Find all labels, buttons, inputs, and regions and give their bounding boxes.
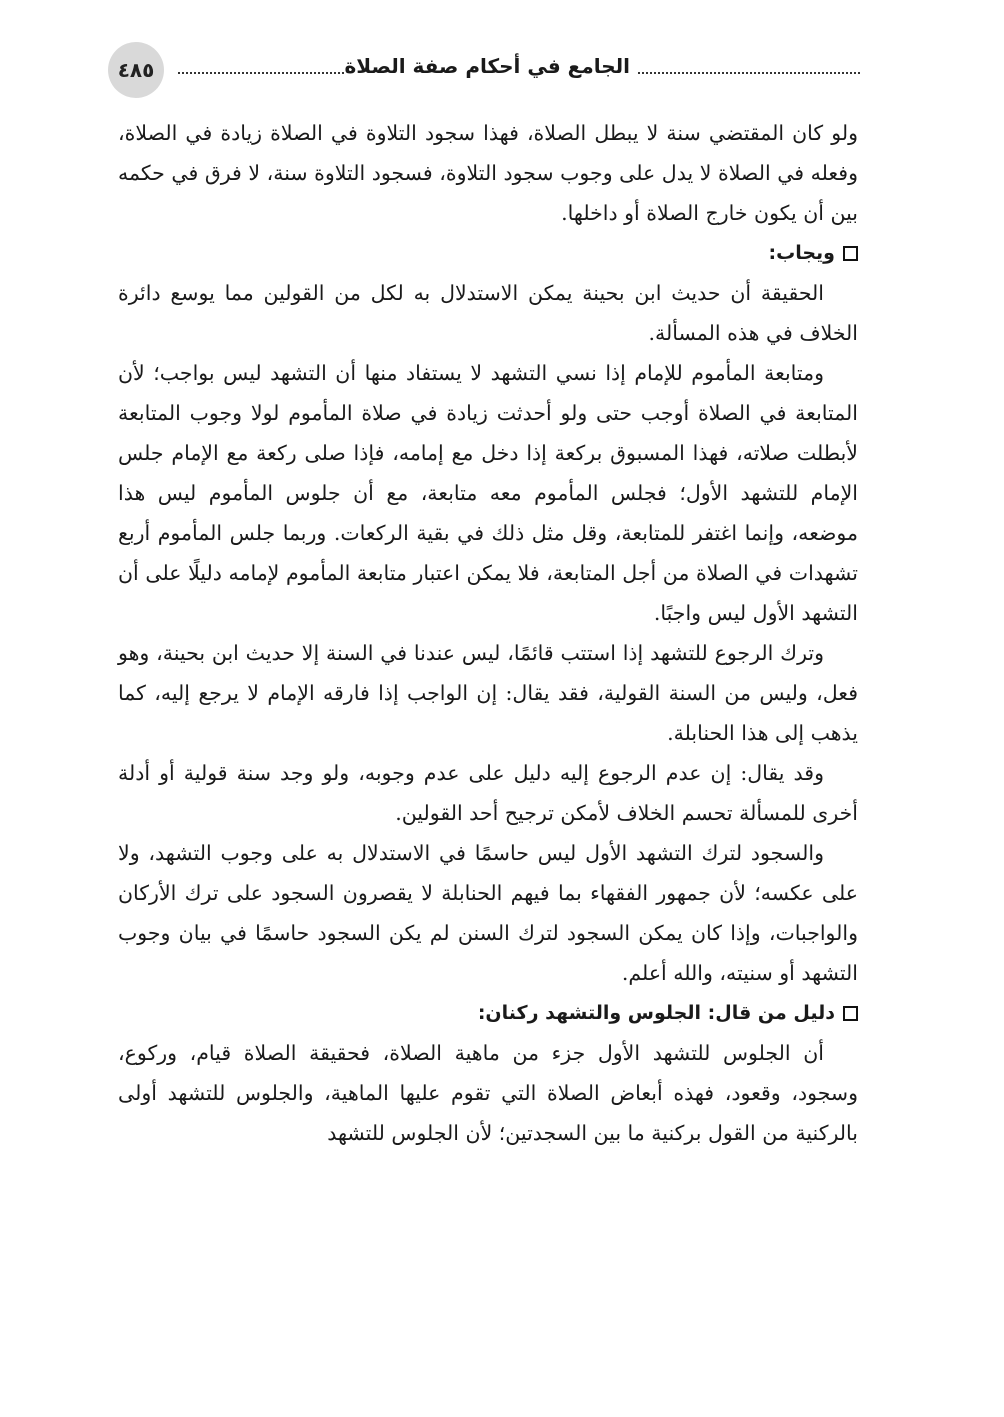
paragraph-1: ولو كان المقتضي سنة لا يبطل الصلاة، فهذا سجود التلاوة في الصلاة زيادة في الصلاة، وفعله في الصلاة لا يدل على وجوب سجود التلاوة، فسجود التلاوة سنة، لا فرق في حكمه بين أن يكون خارج الصلاة أو داخلها. (118, 121, 858, 225)
subheading-evidence-text: دليل من قال: الجلوس والتشهد ركنان: (477, 1002, 835, 1024)
header-dotted-rule-right (638, 72, 860, 74)
paragraph-3: ومتابعة المأموم للإمام إذا نسي التشهد لا يستفاد منها أن التشهد ليس بواجب؛ لأن المتابعة في الصلاة أوجب حتى ولو أحدثت زيادة في صلاة المأموم لولا وجوب المتابعة لأبطلت صلاته، فهذا المسبوق بركعة إذا دخل مع إمامه، فإذا صلى ركعة مع الإمام جلس الإمام للتشهد الأول؛ فجلس المأموم معه متابعة، مع أن جلوس المأموم ليس هذا موضعه، وإنما اغتفر للمتابعة، وقل مثل ذلك في بقية الركعات. وربما جلس المأموم أربع تشهدات في الصلاة من أجل المتابعة، فلا يمكن اعتبار متابعة المأموم لإمامه دليلًا على أن التشهد الأول ليس واجبًا. (118, 361, 858, 625)
paragraph-6: والسجود لترك التشهد الأول ليس حاسمًا في الاستدلال به على وجوب التشهد، ولا على عكسه؛ لأن جمهور الفقهاء بما فيهم الحنابلة لا يقصرون السجود على ترك الأركان والواجبات، وإذا كان يمكن السجود لترك السنن لم يكن السجود حاسمًا في بيان وجوب التشهد أو سنيته، والله أعلم. (118, 841, 858, 985)
header-dotted-rule-left (178, 72, 344, 74)
paragraph-5: وقد يقال: إن عدم الرجوع إليه دليل على عدم وجوبه، ولو وجد سنة قولية أو أدلة أخرى للمسألة تحسم الخلاف لأمكن ترجيح أحد القولين. (118, 761, 858, 825)
page-header (108, 42, 860, 100)
page-body (118, 113, 858, 1153)
paragraph-4: وترك الرجوع للتشهد إذا استتب قائمًا، ليس عندنا في السنة إلا حديث ابن بحينة، وهو فعل، وليس من السنة القولية، فقد يقال: إن الواجب إذا فارقه الإمام لا يرجع إليه، كما يذهب إلى هذا الحنابلة. (118, 641, 858, 745)
paragraph-7: أن الجلوس للتشهد الأول جزء من ماهية الصلاة، فحقيقة الصلاة قيام، وركوع، وسجود، وقعود، فهذه أبعاض الصلاة التي تقوم عليها الماهية، والجلوس للتشهد أولى بالركنية من القول بركنية ما بين السجدتين؛ لأن الجلوس للتشهد (118, 1041, 858, 1145)
subheading-evidence (118, 993, 858, 1033)
page-number-badge: ٤٨٥ (108, 42, 164, 98)
paragraph-2: الحقيقة أن حديث ابن بحينة يمكن الاستدلال به لكل من القولين مما يوسع دائرة الخلاف في هذه المسألة. (118, 281, 858, 345)
checkbox-square-icon (843, 1006, 858, 1021)
running-header-title: الجامع في أحكام صفة الصلاة (344, 54, 630, 78)
checkbox-square-icon (843, 246, 858, 261)
subheading-response (118, 233, 858, 273)
subheading-response-text: ويجاب: (768, 242, 835, 264)
